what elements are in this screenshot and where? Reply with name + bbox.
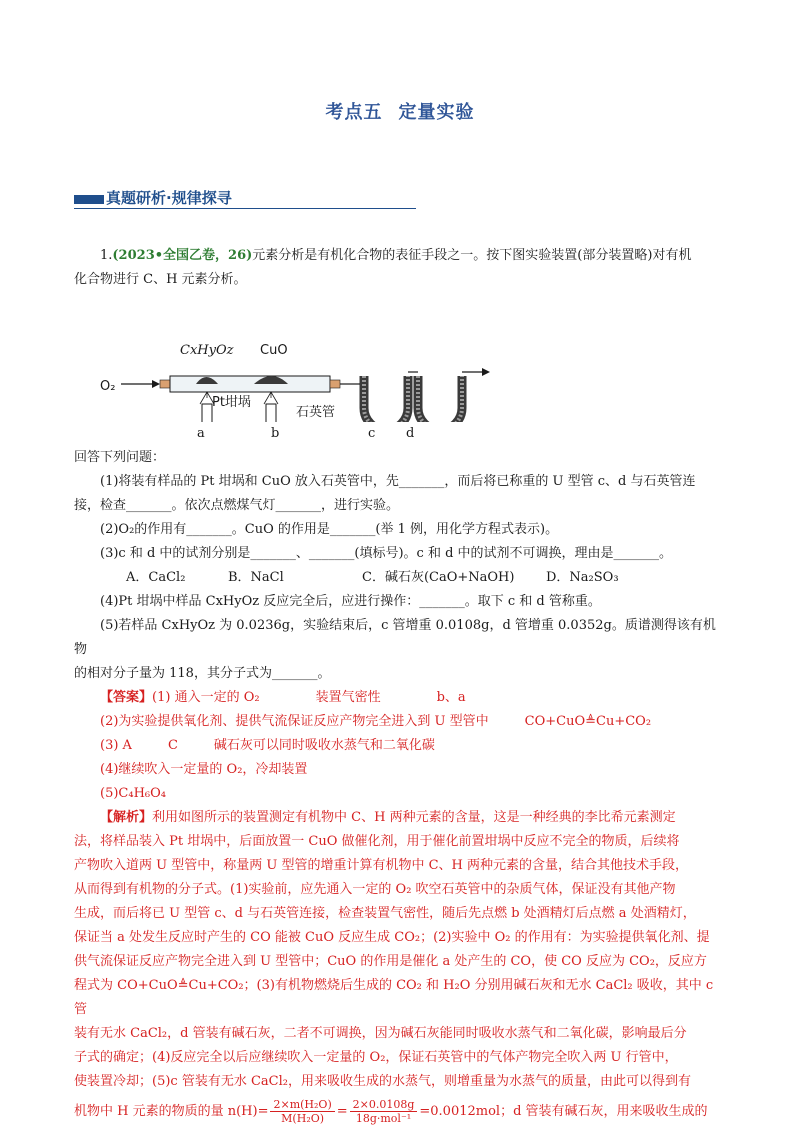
u-tube-c <box>364 376 408 422</box>
diagram-letters <box>74 422 728 446</box>
answer-line-5: (5)C₄H₆O₄ <box>100 786 166 801</box>
section-heading-underline <box>74 208 416 209</box>
pt-crucible-label: Pt坩埚 <box>212 395 251 410</box>
question-source: (2023•全国乙卷，26) <box>112 248 253 263</box>
options-row <box>74 566 728 590</box>
option-d: D．Na₂SO₃ <box>546 570 619 585</box>
analysis-line-11: 使装置冷却；(5)c 管装有无水 CaCl₂，用来吸收生成的水蒸气，则增重量为水蒸气的质量，由此可以得到有 <box>74 1074 691 1089</box>
section-heading <box>74 187 416 211</box>
u-tube-c-fill <box>364 376 408 422</box>
answer-line-2: (2)为实验提供氧化剂、提供气流保证反应产物完全进入到 U 型管中 CO+CuO≜Cu+CO₂ <box>100 714 652 729</box>
page-title-part1: 考点五 <box>325 102 383 123</box>
analysis-line-12: 机物中 H 元素的物质的量 n(H)= $\frac{\text{2×m(H₂O)}}{\text{M(H₂O)}}$ = $\frac{2\times 0.0108g}{\text{18g·mol⁻¹}}$ =0.0012mol；d 管装有碱石灰，用来吸收生成的 <box>74 1098 708 1125</box>
burner-b <box>266 404 276 422</box>
analysis-line-6: 保证当 a 处发生反应时产生的 CO 能被 CuO 反应生成 CO₂；(2)实验中 O₂ 的作用有：为实验提供氧化剂、提 <box>74 930 710 945</box>
answer-line-4: (4)继续吹入一定量的 O₂，冷却装置 <box>100 762 308 777</box>
burner-a <box>202 404 212 422</box>
question-5-line2: 的相对分子量为 118，其分子式为_______。 <box>74 666 331 681</box>
question-1-line2: 接，检查_______。依次点燃煤气灯_______，进行实验。 <box>74 498 400 513</box>
u-tube-d <box>418 376 462 422</box>
fraction-1: $\frac{\text{2×m(H₂O)}}{\text{M(H₂O)}}$ <box>270 1098 334 1125</box>
question-3: (3)c 和 d 中的试剂分别是_______、_______(填标号)。c 和 d 中的试剂不可调换，理由是_______。 <box>100 546 673 561</box>
option-a: A．CaCl₂ <box>126 570 186 585</box>
question-2: (2)O₂的作用有_______。CuO 的作用是_______(举 1 例，用化学方程式表示)。 <box>100 522 559 537</box>
apparatus-svg <box>74 292 728 422</box>
answer-line-3: (3) A C 碱石灰可以同时吸收水蒸气和二氧化碳 <box>100 738 435 753</box>
analysis-line-9: 装有无水 CaCl₂，d 管装有碱石灰，二者不可调换，因为碱石灰能同时吸收水蒸气和二氧化碳，影响最后分 <box>74 1026 687 1041</box>
sample-label: CxHyOz <box>180 343 234 358</box>
letter-b: b <box>271 426 280 441</box>
answer-prompt: 回答下列问题： <box>74 450 166 465</box>
letter-c: c <box>368 426 376 441</box>
option-b: B．NaCl <box>228 570 284 585</box>
analysis-line-5: 生成，而后将已 U 型管 c、d 与石英管连接，检查装置气密性，随后先点燃 b 处酒精灯后点燃 a 处酒精灯， <box>74 906 696 921</box>
question-1: (1)将装有样品的 Pt 坩埚和 CuO 放入石英管中，先_______，而后将已称重的 U 型管 c、d 与石英管连 <box>100 474 696 489</box>
o2-arrowhead <box>152 380 160 388</box>
analysis-line-4: 从而得到有机物的分子式。(1)实验前，应先通入一定的 O₂ 吹空石英管中的杂质气体，保证没有其他产物 <box>74 882 676 897</box>
analysis-line-1: 【解析】利用如图所示的装置测定有机物中 C、H 两种元素的含量，这是一种经典的李比希元素测定 <box>100 810 676 825</box>
question-5: (5)若样品 CxHyOz 为 0.0236g，实验结束后，c 管增重 0.0108g，d 管增重 0.0352g。质谱测得该有机物 <box>74 618 716 657</box>
section-heading-text: 真题研析·规律探寻 <box>106 189 232 207</box>
letter-d: d <box>406 426 415 441</box>
question-4: (4)Pt 坩埚中样品 CxHyOz 反应完全后，应进行操作：_______。取下 c 和 d 管称重。 <box>100 594 601 609</box>
question-content <box>74 244 728 1125</box>
option-c: C．碱石灰(CaO+NaOH) <box>362 570 515 585</box>
u-tube-d-fill <box>418 376 462 422</box>
letter-a: a <box>197 426 205 441</box>
quartz-tube-label: 石英管 <box>296 405 336 420</box>
answer-line-1: 【答案】(1) 通入一定的 O₂ 装置气密性 b、a <box>100 690 466 705</box>
analysis-line-8: 程式为 CO+CuO≜Cu+CO₂；(3)有机物燃烧后生成的 CO₂ 和 H₂O 分别用碱石灰和无水 CaCl₂ 吸收，其中 c 管 <box>74 978 714 1017</box>
question-stem-line2: 化合物进行 C、H 元素分析。 <box>74 272 247 287</box>
page-title-part2: 定量实验 <box>398 102 475 123</box>
quartz-tube <box>170 376 330 392</box>
fraction-2: $\frac{2\times 0.0108g}{\text{18g·mol⁻¹}}$ <box>350 1098 418 1125</box>
analysis-line-3: 产物吹入道两 U 型管中，称量两 U 型管的增重计算有机物中 C、H 两种元素的含量，结合其他技术手段， <box>74 858 688 873</box>
answer-label: 【答案】 <box>100 690 153 705</box>
inlet-stopper <box>160 380 170 388</box>
analysis-label: 【解析】 <box>100 810 153 825</box>
analysis-line-2: 法，将样品装入 Pt 坩埚中，后面放置一 CuO 做催化剂，用于催化前置坩埚中反应不完全的物质，后续将 <box>74 834 680 849</box>
section-heading-bar <box>74 195 104 204</box>
page-title <box>0 98 800 124</box>
analysis-line-7: 供气流保证反应产物完全进入到 U 型管中；CuO 的作用是催化 a 处产生的 CO，使 CO 反应为 CO₂，反应方 <box>74 954 707 969</box>
o2-label: O₂ <box>100 379 116 394</box>
exit-arrowhead <box>482 368 490 376</box>
apparatus-diagram <box>74 292 728 422</box>
question-stem: 1.(2023•全国乙卷，26)元素分析是有机化合物的表征手段之一。按下图实验装置(部分装置略)对有机 <box>100 248 692 263</box>
cuo-label: CuO <box>260 343 288 358</box>
outlet-stopper <box>330 380 340 388</box>
analysis-line-10: 子式的确定；(4)反应完全以后应继续吹入一定量的 O₂，保证石英管中的气体产物完全吹入两 U 行管中， <box>74 1050 678 1065</box>
